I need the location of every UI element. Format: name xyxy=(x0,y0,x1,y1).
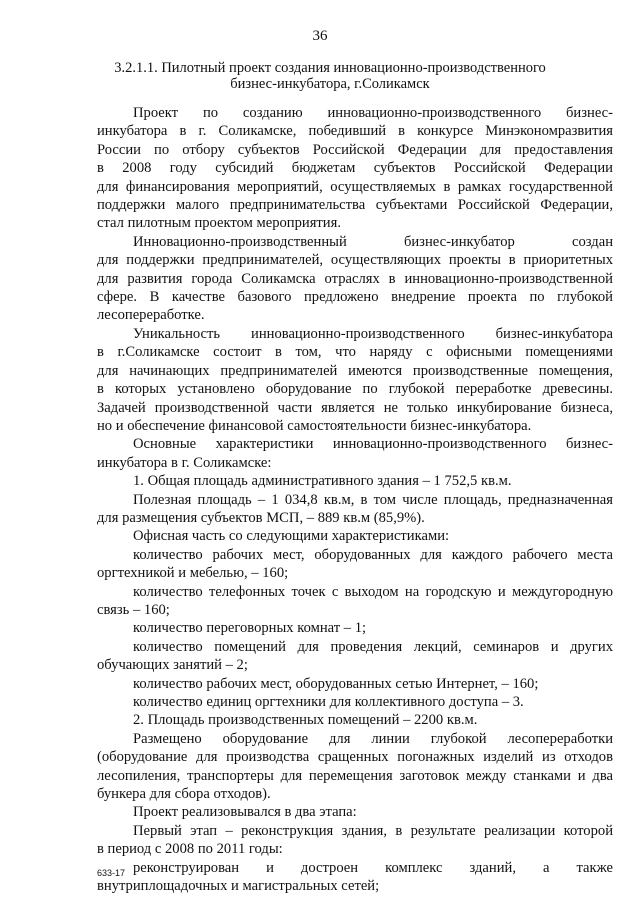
text-line: России по отбору субъектов Российской Федерации для предоставления xyxy=(97,141,613,158)
text-line: в г.Соликамске состоит в том, что наряду с офисными помещениями xyxy=(97,344,613,361)
text-line: для поддержки предпринимателей, осуществляющих проекты в приоритетных xyxy=(97,252,613,269)
body-text xyxy=(97,104,613,895)
text-line: реконструирован и достроен комплекс зданий, а также xyxy=(133,859,613,876)
text-line: инкубатора в г. Соликамске, победивший в конкурсе Минэкономразвития xyxy=(97,123,613,140)
text-line: Основные характеристики инновационно-производственного бизнес- xyxy=(133,436,613,453)
text-line: Инновационно-производственный бизнес-инкубатор создан xyxy=(133,233,613,250)
text-line: бункера для сбора отходов). xyxy=(97,786,271,803)
page-number: 36 xyxy=(312,28,328,44)
text-line: Проект реализовывался в два этапа: xyxy=(133,804,357,821)
text-line: для развития города Соликамска отраслях в инновационно-производственной xyxy=(97,270,613,287)
text-line: Уникальность инновационно-производственного бизнес-инкубатора xyxy=(133,325,613,342)
text-line: Задачей производственной части является не только инкубирование бизнеса, xyxy=(97,399,613,416)
text-line: 2. Площадь производственных помещений – 2200 кв.м. xyxy=(133,712,478,729)
text-line: Проект по созданию инновационно-производственного бизнес- xyxy=(133,105,613,121)
text-line: поддержки малого предпринимательства субъектами Российской Федерации, xyxy=(97,197,613,214)
text-line: в которых установлено оборудование по глубокой переработке древесины. xyxy=(97,381,613,398)
text-line: в 2008 году субсидий бюджетам субъектов Российской Федерации xyxy=(97,160,613,177)
text-line: количество рабочих мест, оборудованных для каждого рабочего места xyxy=(133,546,613,563)
text-line: Полезная площадь – 1 034,8 кв.м, в том числе площадь, предназначенная xyxy=(133,491,613,508)
text-line: (оборудование для производства сращенных погонажных изделий из отходов xyxy=(97,749,613,766)
text-line: в период с 2008 по 2011 годы: xyxy=(97,841,283,858)
text-line: Офисная часть со следующими характеристиками: xyxy=(133,528,450,545)
text-line: но и обеспечение финансовой самостоятельности бизнес-инкубатора. xyxy=(97,417,532,434)
text-line: для финансирования мероприятий, осуществляемых в рамках государственной xyxy=(97,178,613,195)
text-line: оргтехникой и мебелью, – 160; xyxy=(97,565,289,582)
text-line: инкубатора в г. Соликамске: xyxy=(97,454,272,471)
text-line: количество телефонных точек с выходом на городскую и междугородную xyxy=(133,583,613,600)
text-line: 1. Общая площадь административного здания – 1 752,5 кв.м. xyxy=(133,473,512,490)
text-line: Размещено оборудование для линии глубокой лесопереработки xyxy=(133,730,613,747)
text-line: сфере. В качестве базового предложено внедрение проекта по глубокой xyxy=(97,289,613,306)
text-line: лесопереработке. xyxy=(97,307,205,324)
section-heading-line: 3.2.1.1. Пилотный проект создания инновационно-производственного xyxy=(114,60,546,76)
text-line: лесопиления, транспортеры для перемещения заготовок между станками и два xyxy=(97,767,613,784)
section-heading xyxy=(100,60,560,92)
text-line: количество единиц оргтехники для коллективного доступа – 3. xyxy=(133,694,524,710)
text-line: внутриплощадочных и магистральных сетей; xyxy=(97,878,380,895)
text-line: для размещения субъектов МСП, – 889 кв.м (85,9%). xyxy=(97,509,425,526)
section-heading-line: бизнес-инкубатора, г.Соликамск xyxy=(230,76,430,92)
text-line: Первый этап – реконструкция здания, в результате реализации которой xyxy=(133,822,613,839)
text-line: количество рабочих мест, оборудованных сетью Интернет, – 160; xyxy=(133,675,539,692)
text-line: связь – 160; xyxy=(97,601,170,618)
text-line: обучающих занятий – 2; xyxy=(97,657,248,674)
footer-code: 633-17 xyxy=(97,868,126,878)
text-line: для начинающих предпринимателей имеются производственные помещения, xyxy=(97,362,613,379)
text-line: стал пилотным проектом мероприятия. xyxy=(97,215,341,232)
text-line: количество переговорных комнат – 1; xyxy=(133,620,367,637)
text-line: количество помещений для проведения лекций, семинаров и других xyxy=(133,638,613,655)
